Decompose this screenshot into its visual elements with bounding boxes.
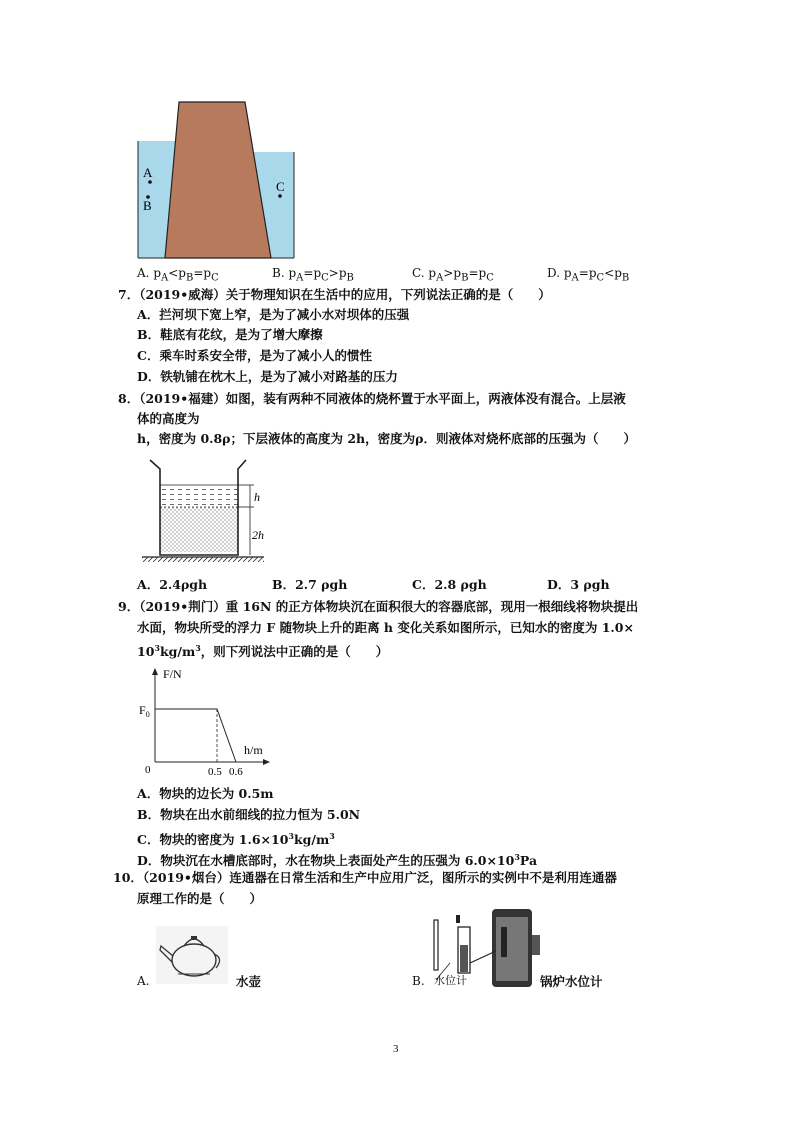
q7-option-c: C．乘车时系安全带，是为了减小人的惯性 bbox=[137, 348, 372, 363]
q7-option-a: A．拦河坝下宽上窄，是为了减小水对坝体的压强 bbox=[137, 307, 410, 322]
q6-option-c: C. $p_A>p_B=p_C$ bbox=[412, 266, 494, 284]
q9-stem-line2: 水面，物块所受的浮力 F 随物块上升的距离 h 变化关系如图所示，已知水的密度为 1.0× bbox=[137, 620, 634, 635]
x-axis-label: h/m bbox=[244, 743, 263, 757]
q7-stem: 7．（2019•威海）关于物理知识在生活中的应用，下列说法正确的是（ ） bbox=[118, 287, 551, 302]
y-axis-label: F/N bbox=[163, 667, 182, 681]
lower-height-label: 2h bbox=[252, 528, 264, 542]
point-a-label: A bbox=[143, 165, 153, 180]
q7-option-d: D．铁轨铺在枕木上，是为了减小对路基的压力 bbox=[137, 369, 398, 384]
q6-option-a: A. $p_A<p_B=p_C$ bbox=[137, 266, 219, 284]
q10-option-b-gauge-label: 水位计 bbox=[434, 974, 467, 987]
q8-option-a: A．2.4ρgh bbox=[137, 577, 208, 592]
beaker-figure bbox=[138, 457, 278, 567]
lower-liquid bbox=[160, 507, 238, 552]
q10-option-b-text: 锅炉水位计 bbox=[540, 974, 603, 989]
upper-height-label: h bbox=[254, 490, 260, 504]
point-b-label: B bbox=[143, 198, 152, 213]
q9-option-d: D．物块沉在水槽底部时，水在物块上表面处产生的压强为 $6.0\times 10^3Pa$ bbox=[137, 852, 538, 869]
buoyancy-curve bbox=[155, 709, 236, 762]
q9-option-b: B．物块在出水前细线的拉力恒为 5.0N bbox=[137, 807, 361, 822]
q10-option-b-letter: B. bbox=[412, 974, 425, 988]
buoyancy-graph bbox=[136, 664, 276, 782]
q10-option-a-text: 水壶 bbox=[236, 974, 262, 989]
q9-stem-line1: 9．（2019•荆门）重 16N 的正方体物块沉在面积很大的容器底部，现用一根细线将物块提出 bbox=[118, 599, 639, 614]
upper-liquid bbox=[160, 485, 238, 507]
q8-stem-line3: h，密度为 0.8ρ；下层液体的高度为 2h，密度为ρ．则液体对烧杯底部的压强为（ ） bbox=[137, 431, 636, 446]
tick-0-5: 0.5 bbox=[208, 766, 222, 778]
q10-stem-line1: 10．（2019•烟台）连通器在日常生活和生产中应用广泛，图所示的实例中不是利用连通器 bbox=[113, 870, 617, 885]
q9-stem-line3: $10^3kg/m^3$，则下列说法中正确的是（ ） bbox=[137, 643, 389, 660]
kettle-image bbox=[156, 926, 228, 984]
dam-figure bbox=[137, 100, 295, 260]
tick-0-6: 0.6 bbox=[229, 766, 243, 778]
q9-option-c: C．物块的密度为 $1.6\times 10^3kg/m^3$ bbox=[137, 831, 335, 848]
q10-stem-line2: 原理工作的是（ ） bbox=[137, 891, 263, 906]
q8-option-d: D．3 ρgh bbox=[547, 577, 610, 592]
dam-body bbox=[165, 102, 271, 258]
page-number: 3 bbox=[393, 1043, 399, 1055]
q8-stem-line1: 8．（2019•福建）如图，装有两种不同液体的烧杯置于水平面上，两液体没有混合。上层液 bbox=[118, 391, 626, 406]
q8-option-b: B．2.7 ρgh bbox=[272, 577, 348, 592]
point-c-label: C bbox=[276, 179, 285, 194]
q6-option-b: B. $p_A=p_C>p_B$ bbox=[272, 266, 354, 284]
q7-option-b: B．鞋底有花纹，是为了增大摩擦 bbox=[137, 327, 323, 342]
q6-option-d: D. $p_A=p_C<p_B$ bbox=[547, 266, 630, 284]
origin-label: 0 bbox=[145, 764, 151, 776]
q8-option-c: C．2.8 ρgh bbox=[412, 577, 487, 592]
q10-option-a-letter: A. bbox=[137, 974, 150, 988]
q8-stem-line2: 体的高度为 bbox=[137, 411, 200, 426]
f0-label: $F_0$ bbox=[139, 703, 150, 719]
q9-option-a: A．物块的边长为 0.5m bbox=[137, 786, 274, 801]
